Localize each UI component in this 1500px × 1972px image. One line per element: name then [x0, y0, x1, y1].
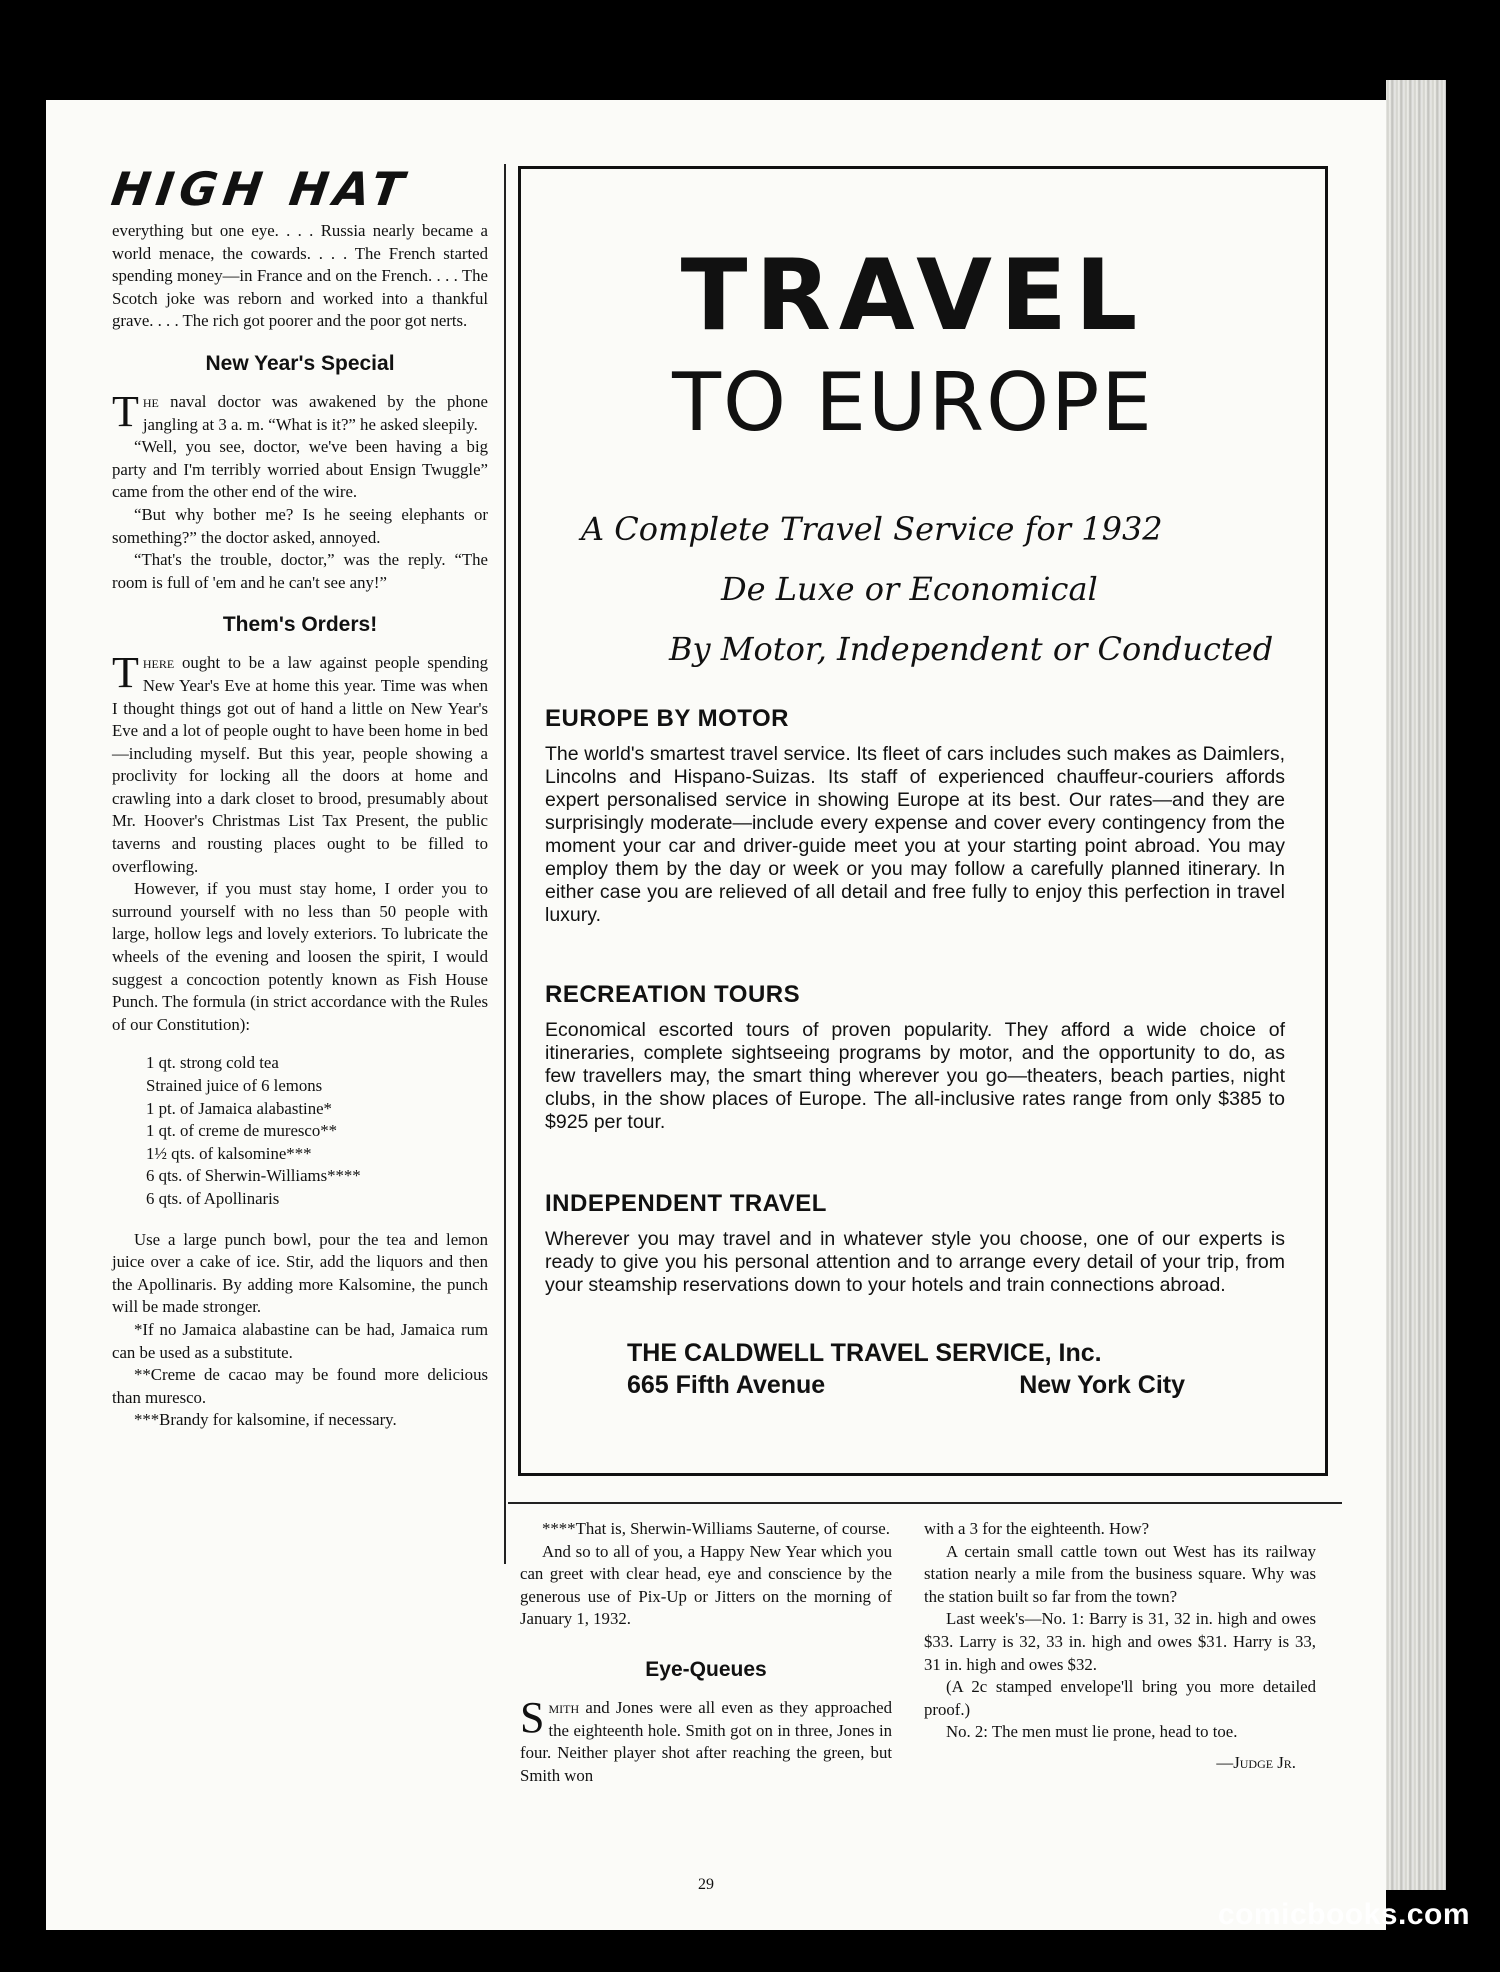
- recipe-item: 1½ qts. of kalsomine***: [146, 1143, 312, 1163]
- ad-company-name: THE CALDWELL TRAVEL SERVICE, Inc.: [627, 1339, 1102, 1367]
- ad-section-body: Economical escorted tours of proven popularity. They afford a wide choice of itineraries, complete sightseeing programs by motor, and the opportunity to do, as few travellers may, the smart thing wherever you go—theaters, beach parties, night clubs, in the show places of Europe. The all-inclusive rates range from only $385 to $925 per tour.: [545, 1019, 1285, 1133]
- magazine-page: [46, 100, 1386, 1930]
- ad-address-row: [627, 1369, 1185, 1401]
- paragraph: (A 2c stamped envelope'll bring you more detailed proof.): [924, 1677, 1316, 1719]
- recipe-item: 1 qt. of creme de muresco**: [146, 1121, 338, 1141]
- drop-cap: T: [112, 386, 139, 436]
- paragraph-text: ought to be a law against people spending New Year's Eve at home this year. Time was when I thought things got out of hand a little on New Year's Eve and a lot of people ought to have been home in bed—including myself. But this year, people showing a proclivity for locking all the doors at home and crawling into a dark closet to brood, presumably about Mr. Hoover's Christmas List Tax Present, the public taverns and rousting places ought to be filled to overflowing.: [112, 653, 488, 876]
- ad-tagline: By Motor, Independent or Conducted: [669, 630, 1274, 668]
- ad-title: TRAVEL: [680, 239, 1146, 353]
- ad-city: New York City: [1019, 1371, 1185, 1399]
- paragraph: [520, 1692, 892, 1787]
- footnote: ***Brandy for kalsomine, if necessary.: [134, 1410, 397, 1430]
- footnote: **Creme de cacao may be found more delicious than muresco.: [112, 1365, 488, 1407]
- paragraph: with a 3 for the eighteenth. How?: [924, 1519, 1150, 1538]
- ad-section-title: RECREATION TOURS: [545, 981, 801, 1008]
- drop-cap: S: [520, 1692, 545, 1742]
- paragraph: No. 2: The men must lie prone, head to toe.: [946, 1722, 1238, 1742]
- paragraph: A certain small cattle town out West has its railway station nearly a mile from the business square. Why was the station built so far from the town?: [924, 1541, 1316, 1606]
- section-title-eye-queues: Eye-Queues: [645, 1657, 767, 1681]
- ad-tagline: De Luxe or Economical: [721, 570, 1098, 608]
- paragraph-text: naval doctor was awakened by the phone jangling at 3 a. m. “What is it?” he asked sleepily.: [142, 391, 488, 434]
- signature: —Judge Jr.: [1216, 1752, 1296, 1772]
- paragraph: “That's the trouble, doctor,” was the reply. “The room is full of 'em and he can't see any!”: [112, 550, 488, 592]
- paragraph: [112, 386, 488, 436]
- column-divider: [504, 164, 506, 1564]
- section-title-new-years-special: New Year's Special: [205, 351, 395, 375]
- ad-subtitle: TO EUROPE: [672, 356, 1154, 449]
- footnote: ****That is, Sherwin-Williams Sauterne, of course.: [542, 1519, 890, 1538]
- section-title-thems-orders: Them's Orders!: [222, 613, 378, 637]
- ad-address: 665 Fifth Avenue: [627, 1371, 826, 1399]
- paragraph-text: and Jones were all even as they approached the eighteenth hole. Smith got on in three, Jones in four. Neither player shot after reaching the green, but Smith won: [520, 1697, 892, 1785]
- recipe-item: 6 qts. of Apollinaris: [146, 1188, 280, 1208]
- paragraph: And so to all of you, a Happy New Year which you can greet with clear head, eye and conscience by the generous use of Pix-Up or Jitters on the morning of January 1, 1932.: [520, 1541, 892, 1629]
- left-column: [108, 162, 488, 1432]
- horizontal-divider: [508, 1502, 1342, 1504]
- recipe-item: 1 pt. of Jamaica alabastine*: [146, 1098, 332, 1118]
- column-logo: HIGH HAT: [108, 162, 413, 216]
- right-column: [924, 1518, 1316, 1775]
- ad-content: [541, 169, 1285, 1401]
- paragraph: “Well, you see, doctor, we've been having a big party and I'm terribly worried about Ensign Twuggle” came from the other end of the wire.: [112, 437, 488, 502]
- ad-section-title: INDEPENDENT TRAVEL: [545, 1190, 827, 1217]
- paragraph: Use a large punch bowl, pour the tea and lemon juice over a cake of ice. Stir, add the liquors and then the Apollinaris. By adding more Kalsomine, the punch will be made stronger.: [112, 1229, 488, 1317]
- lead-word: he: [142, 391, 159, 411]
- paragraph: [112, 648, 488, 878]
- travel-advertisement: [518, 166, 1328, 1476]
- drop-cap: T: [112, 648, 139, 698]
- recipe-list: [146, 1052, 488, 1210]
- lead-word: here: [142, 653, 175, 673]
- ad-tagline: A Complete Travel Service for 1932: [581, 510, 1163, 548]
- page-edge: [1386, 80, 1446, 1890]
- ad-section-body: Wherever you may travel and in whatever style you choose, one of our experts is ready to give you his personal attention and to arrange every detail of your trip, from your steamship reservations down to your hotels and train connections abroad.: [545, 1228, 1285, 1296]
- paragraph: “But why bother me? Is he seeing elephants or something?” the doctor asked, annoyed.: [112, 504, 488, 547]
- paragraph: However, if you must stay home, I order you to surround yourself with no less than 50 people with large, hollow legs and lovely exteriors. To lubricate the wheels of the evening and loosen the spirit, I would suggest a concoction potently known as Fish House Punch. The formula (in strict accordance with the Rules of our Constitution):: [112, 879, 488, 1034]
- intro-paragraph: everything but one eye. . . . Russia nearly became a world menace, the cowards. . . . The French started spending money—in France and on the French. . . . The Scotch joke was reborn and worked into a thankful grave. . . . The rich got poorer and the poor got nerts.: [112, 221, 488, 331]
- recipe-item: Strained juice of 6 lemons: [146, 1076, 323, 1095]
- footnote: *If no Jamaica alabastine can be had, Jamaica rum can be used as a substitute.: [112, 1319, 488, 1362]
- ad-section-body: The world's smartest travel service. Its fleet of cars includes such makes as Daimlers, Lincolns and Hispano-Suizas. Its staff of experienced chauffeur-couriers affords expert personalised service in showing Europe at its best. Our rates—and they are surprisingly moderate—include every expense and cover every contingency from the moment your car and driver-guide meet you at your starting point abroad. You may employ them by the day or week or you may follow a carefully planned itinerary. In either case you are relieved of all detail and free fully to enjoy this perfection in travel luxury.: [545, 743, 1285, 926]
- watermark: comicbooks.com: [1217, 1898, 1470, 1931]
- middle-column: [520, 1518, 892, 1787]
- recipe-item: 1 qt. strong cold tea: [146, 1053, 279, 1073]
- paragraph: Last week's—No. 1: Barry is 31, 32 in. high and owes $33. Larry is 32, 33 in. high and owes $31. Harry is 33, 31 in. high and owes $32.: [924, 1609, 1316, 1674]
- recipe-item: 6 qts. of Sherwin-Williams****: [146, 1166, 361, 1186]
- ad-section-title: EUROPE BY MOTOR: [545, 705, 789, 732]
- lead-word: mith: [548, 1697, 580, 1717]
- page-number: 29: [698, 1876, 714, 1893]
